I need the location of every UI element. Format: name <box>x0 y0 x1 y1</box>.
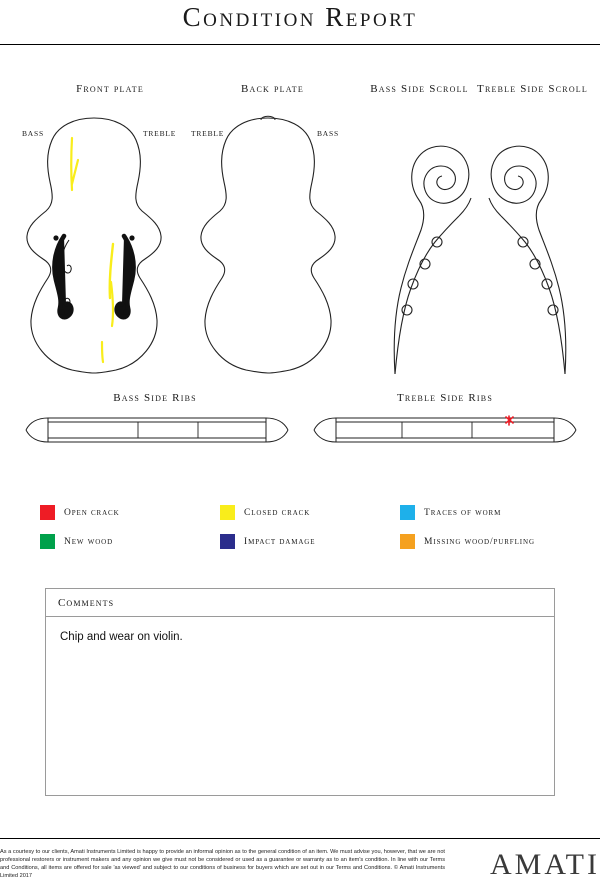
swatch-new-wood <box>40 534 55 549</box>
swatch-closed-crack <box>220 505 235 520</box>
legend-label-new-wood: New wood <box>64 536 114 547</box>
footer-divider <box>0 838 600 839</box>
swatch-missing-wood-purfling <box>400 534 415 549</box>
treble-side-scroll-caption: Treble Side Scroll <box>477 83 588 95</box>
treble-side-ribs-diagram <box>310 408 580 453</box>
legend <box>40 505 580 563</box>
legend-row <box>40 505 580 520</box>
comments-header: Comments <box>46 589 554 617</box>
footer-disclaimer: As a courtesy to our clients, Amati Instruments Limited is happy to provide an informal opinion as to the general condition of an item. We must advise you, however, that we are not professional restorers or instrument makers and any opinion we give must not be considered or used as a guarantee or warranty as to an item's condition. In line with our Terms and Conditions, all items are offered for sale 'as viewed' and subject to our conditions of business for buyers which are set out in our Terms and Conditions. © Amati Instruments Limited 2017 <box>0 849 445 880</box>
back-plate-diagram <box>186 112 351 377</box>
legend-label-impact-damage: Impact damage <box>244 536 316 547</box>
amati-logo: AMATI <box>490 848 600 881</box>
legend-item-missing-wood-purfling <box>400 534 580 549</box>
legend-item-closed-crack <box>220 505 400 520</box>
back-plate-caption: Back plate <box>241 83 304 95</box>
legend-label-closed-crack: Closed crack <box>244 507 311 518</box>
front-plate-treble-label: TREBLE <box>143 129 177 138</box>
bass-side-scroll-caption: Bass Side Scroll <box>370 83 469 95</box>
header-divider <box>0 44 600 45</box>
front-plate-caption: Front plate <box>76 83 144 95</box>
swatch-impact-damage <box>220 534 235 549</box>
back-plate-treble-label: TREBLE <box>191 129 225 138</box>
treble-side-ribs-caption: Treble Side Ribs <box>397 392 493 404</box>
legend-label-open-crack: Open crack <box>64 507 120 518</box>
legend-item-traces-of-worm <box>400 505 580 520</box>
bass-side-scroll-diagram <box>365 112 480 377</box>
bass-side-ribs-diagram <box>22 408 292 453</box>
page-title: Condition Report <box>182 2 418 32</box>
legend-label-missing-wood-purfling: Missing wood/purfling <box>424 536 535 547</box>
legend-item-new-wood <box>40 534 220 549</box>
swatch-open-crack <box>40 505 55 520</box>
front-plate-diagram <box>12 112 177 377</box>
back-plate-bass-label: BASS <box>317 129 339 138</box>
comments-text[interactable]: Chip and wear on violin. <box>60 631 183 643</box>
comments-box <box>45 588 555 796</box>
legend-label-traces-of-worm: Traces of worm <box>424 507 502 518</box>
legend-item-impact-damage <box>220 534 400 549</box>
front-plate-bass-label: BASS <box>22 129 44 138</box>
swatch-traces-of-worm <box>400 505 415 520</box>
treble-side-scroll-diagram <box>480 112 595 377</box>
legend-item-open-crack <box>40 505 220 520</box>
legend-row <box>40 534 580 549</box>
bass-side-ribs-caption: Bass Side Ribs <box>113 392 197 404</box>
